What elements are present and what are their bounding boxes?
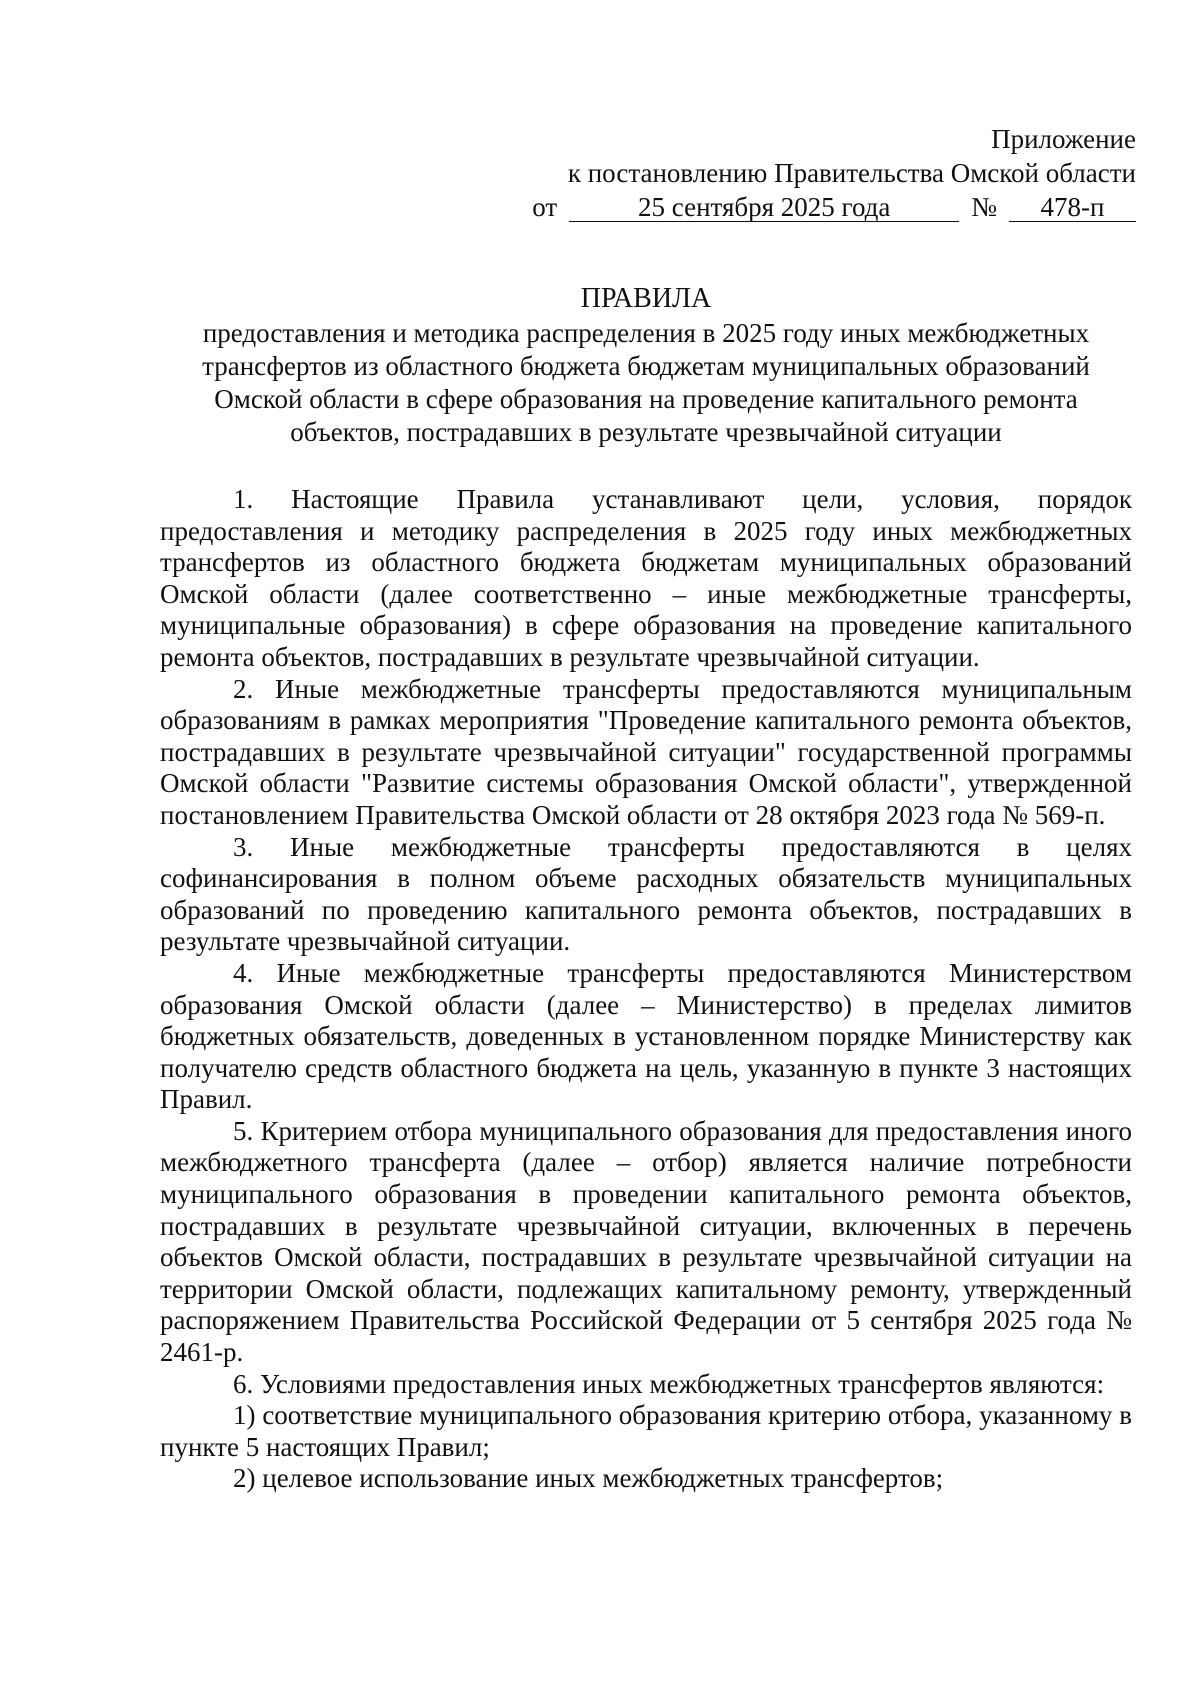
annex-from-label: от bbox=[532, 192, 558, 222]
annex-number-label: № bbox=[971, 192, 997, 222]
list-item-2: 2) целевое использование иных межбюджетных трансфертов; bbox=[233, 1463, 944, 1494]
paragraph-2: 2. Иные межбюджетные трансферты предоставляются муниципальным образованиям в рамках мероприятия "Проведение капитального ремонта объектов, пострадавших в результате чрезвычайной ситуации" государственной программы Омской области "Развитие системы образования Омской области", утвержденной постановлением Правительства Омской области от 28 октября 2023 года № 569-п. bbox=[160, 673, 1132, 830]
title-heading: ПРАВИЛА bbox=[580, 283, 712, 314]
paragraph-3: 3. Иные межбюджетные трансферты предоставляются в целях софинансирования в полном объеме расходных обязательств муниципальных образований по проведению капитального ремонта объектов, пострадавших в результате чрезвычайной ситуации. bbox=[160, 831, 1132, 957]
document-title bbox=[160, 282, 1132, 449]
title-subtitle: предоставления и методика распределения в 2025 году иных межбюджетных трансфертов из областного бюджета бюджетам муниципальных образований Омской области в сфере образования на проведение капитального ремонта объектов, пострадавших в результате чрезвычайной ситуации bbox=[202, 318, 1090, 447]
document-body bbox=[160, 484, 1132, 1495]
paragraph-1: 1. Настоящие Правила устанавливают цели, условия, порядок предоставления и методику распределения в 2025 году иных межбюджетных трансфертов из областного бюджета бюджетам муниципальных образований Омской области (далее соответственно – иные межбюджетные трансферты, муниципальные образования) в сфере образования на проведение капитального ремонта объектов, пострадавших в результате чрезвычайной ситуации. bbox=[160, 484, 1132, 672]
paragraph-5: 5. Критерием отбора муниципального образования для предоставления иного межбюджетного трансферта (далее – отбор) является наличие потребности муниципального образования в проведении капитального ремонта объектов, пострадавших в результате чрезвычайной ситуации, включенных в перечень объектов Омской области, пострадавших в результате чрезвычайной ситуации на территории Омской области, подлежащих капитальному ремонту, утвержденный распоряжением Правительства Российской Федерации от 5 сентября 2025 года № 2461-р. bbox=[160, 1115, 1132, 1368]
annex-date-line bbox=[532, 190, 1136, 224]
paragraph-4: 4. Иные межбюджетные трансферты предоставляются Министерством образования Омской области (далее – Министерство) в пределах лимитов бюджетных обязательств, доведенных в установленном порядке Министерству как получателю средств областного бюджета на цель, указанную в пункте 3 настоящих Правил. bbox=[160, 957, 1132, 1115]
annex-resolution-ref: к постановлению Правительства Омской области bbox=[567, 158, 1136, 188]
annex-label: Приложение bbox=[991, 124, 1136, 154]
list-item-1: 1) соответствие муниципального образования критерию отбора, указанному в пункте 5 настоящих Правил; bbox=[160, 1400, 1132, 1462]
annex-date: 25 сентября 2025 года bbox=[569, 193, 959, 222]
annex-number: 478-п bbox=[1009, 193, 1136, 222]
annex-header bbox=[532, 122, 1136, 224]
paragraph-6: 6. Условиями предоставления иных межбюджетных трансфертов являются: bbox=[233, 1368, 1105, 1399]
